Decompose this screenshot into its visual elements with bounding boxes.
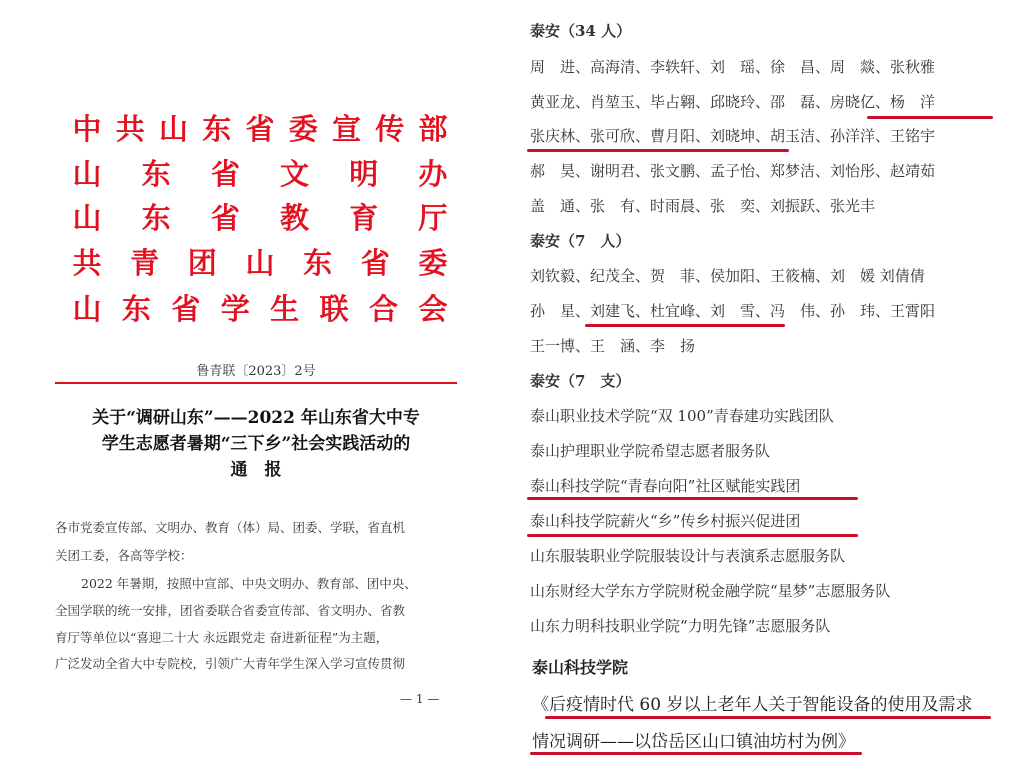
organization-name-char: 东 bbox=[202, 111, 232, 146]
red-underline-mark bbox=[527, 149, 789, 152]
page-number: — 1 — bbox=[400, 692, 440, 706]
red-separator-line bbox=[55, 382, 457, 384]
organization-name-char: 省 bbox=[210, 156, 240, 191]
body-line-5: 育厅等单位以“喜迎二十大 永远跟党走 奋进新征程”为主题， bbox=[55, 630, 389, 645]
team-list-item: 泰山护理职业学院希望志愿者服务队 bbox=[530, 442, 771, 460]
red-underline-mark bbox=[545, 716, 991, 719]
organization-name-char: 明 bbox=[349, 156, 379, 191]
organization-name-char: 部 bbox=[418, 111, 448, 146]
name-list-line: 孙 星、刘建飞、杜宜峰、刘 雪、冯 伟、孙 玮、王霄阳 bbox=[530, 302, 936, 320]
section-heading-teams-7: 泰安（7 支） bbox=[530, 372, 631, 390]
organization-name-char: 生 bbox=[270, 291, 300, 326]
organization-name-char: 省 bbox=[171, 291, 201, 326]
organization-name-char: 会 bbox=[418, 291, 448, 326]
red-underline-mark bbox=[867, 116, 993, 119]
red-underline-mark bbox=[585, 324, 785, 327]
organization-name-char: 文 bbox=[280, 156, 310, 191]
body-line-3: 2022 年暑期，按照中宣部、中央文明办、教育部、团中央、 bbox=[81, 576, 417, 591]
organization-name-char: 省 bbox=[360, 245, 390, 280]
organization-name-char: 东 bbox=[121, 291, 151, 326]
organization-name-line bbox=[70, 242, 450, 280]
name-list-line: 王一博、王 涵、李 扬 bbox=[530, 337, 696, 355]
name-list-line: 刘钦毅、纪茂全、贺 菲、侯加阳、王筱楠、刘 媛 刘倩倩 bbox=[530, 267, 925, 285]
organization-name-char: 教 bbox=[280, 200, 310, 235]
section-heading-individuals-34: 泰安（34 人） bbox=[530, 22, 632, 40]
organization-name-char: 联 bbox=[319, 291, 349, 326]
name-list-line: 张庆林、张可欣、曹月阳、刘晓坤、胡玉洁、孙洋洋、王铭宇 bbox=[530, 127, 936, 145]
title-line-2: 学生志愿者暑期“三下乡”社会实践活动的 bbox=[101, 434, 411, 454]
organization-name-char: 共 bbox=[72, 245, 102, 280]
section-heading-individuals-7: 泰安（7 人） bbox=[530, 232, 631, 250]
organization-name-char: 委 bbox=[288, 111, 318, 146]
organization-name-line bbox=[70, 108, 450, 146]
document-title bbox=[55, 405, 457, 483]
organization-name-char: 学 bbox=[220, 291, 250, 326]
organization-name-char: 传 bbox=[375, 111, 405, 146]
organization-name-char: 宣 bbox=[331, 111, 361, 146]
organization-name-char: 山 bbox=[72, 291, 102, 326]
organization-name-char: 合 bbox=[369, 291, 399, 326]
organization-name-char: 青 bbox=[130, 245, 160, 280]
report-title-line-1: 《后疫情时代 60 岁以上老年人关于智能设备的使用及需求 bbox=[532, 695, 973, 715]
organization-name-char: 育 bbox=[349, 200, 379, 235]
name-list-line: 周 进、高海清、李轶轩、刘 瑶、徐 昌、周 燚、张秋雅 bbox=[530, 58, 936, 76]
organization-name-line bbox=[70, 288, 450, 326]
team-list-item: 山东力明科技职业学院“力明先锋”志愿服务队 bbox=[530, 617, 831, 635]
name-list-line: 郝 昊、谢明君、张文鹏、孟子怡、郑梦洁、刘怡彤、赵靖茹 bbox=[530, 162, 936, 180]
body-line-4: 全国学联的统一安排，团省委联合省委宣传部、省文明办、省教 bbox=[55, 603, 406, 618]
school-heading: 泰山科技学院 bbox=[532, 658, 629, 677]
name-list-line: 黄亚龙、肖堃玉、毕占翱、邱晓玲、邵 磊、房晓亿、杨 洋 bbox=[530, 93, 936, 111]
report-title-line-2: 情况调研——以岱岳区山口镇油坊村为例》 bbox=[532, 732, 855, 752]
organization-name-char: 办 bbox=[418, 156, 448, 191]
organization-name-char: 厅 bbox=[418, 200, 448, 235]
organization-name-char: 委 bbox=[418, 245, 448, 280]
organization-name-char: 团 bbox=[187, 245, 217, 280]
team-list-item: 泰山科技学院“青春向阳”社区赋能实践团 bbox=[530, 477, 801, 495]
organization-name-char: 东 bbox=[141, 200, 171, 235]
red-underline-mark bbox=[530, 752, 862, 755]
organization-name-char: 中 bbox=[72, 111, 102, 146]
organization-name-char: 东 bbox=[141, 156, 171, 191]
organization-name-line bbox=[70, 197, 450, 235]
body-line-2: 关团工委，各高等学校： bbox=[55, 548, 193, 563]
title-line-1: 关于“调研山东”——2022 年山东省大中专 bbox=[92, 408, 420, 428]
organization-name-char: 山 bbox=[245, 245, 275, 280]
team-list-item: 泰山职业技术学院“双 100”青春建功实践团队 bbox=[530, 407, 834, 425]
organization-name-char: 省 bbox=[210, 200, 240, 235]
document-number: 鲁青联〔2023〕2号 bbox=[196, 364, 316, 379]
organization-name-char: 东 bbox=[303, 245, 333, 280]
team-list-item: 山东财经大学东方学院财税金融学院“星梦”志愿服务队 bbox=[530, 582, 891, 600]
body-line-1: 各市党委宣传部、文明办、教育（体）局、团委、学联，省直机 bbox=[55, 520, 406, 535]
organization-name-char: 共 bbox=[115, 111, 145, 146]
name-list-line: 盖 通、张 有、时雨晨、张 奕、刘振跃、张光丰 bbox=[530, 197, 876, 215]
organization-name-char: 山 bbox=[72, 200, 102, 235]
red-underline-mark bbox=[527, 534, 858, 537]
organization-name-char: 山 bbox=[72, 156, 102, 191]
team-list-item: 泰山科技学院薪火“乡”传乡村振兴促进团 bbox=[530, 512, 801, 530]
organization-name-char: 省 bbox=[245, 111, 275, 146]
organization-name-char: 山 bbox=[158, 111, 188, 146]
body-line-6: 广泛发动全省大中专院校，引领广大青年学生深入学习宣传贯彻 bbox=[55, 656, 406, 671]
organization-name-line bbox=[70, 153, 450, 191]
red-underline-mark bbox=[527, 497, 858, 500]
title-line-3: 通 报 bbox=[230, 460, 282, 480]
team-list-item: 山东服装职业学院服装设计与表演系志愿服务队 bbox=[530, 547, 846, 565]
